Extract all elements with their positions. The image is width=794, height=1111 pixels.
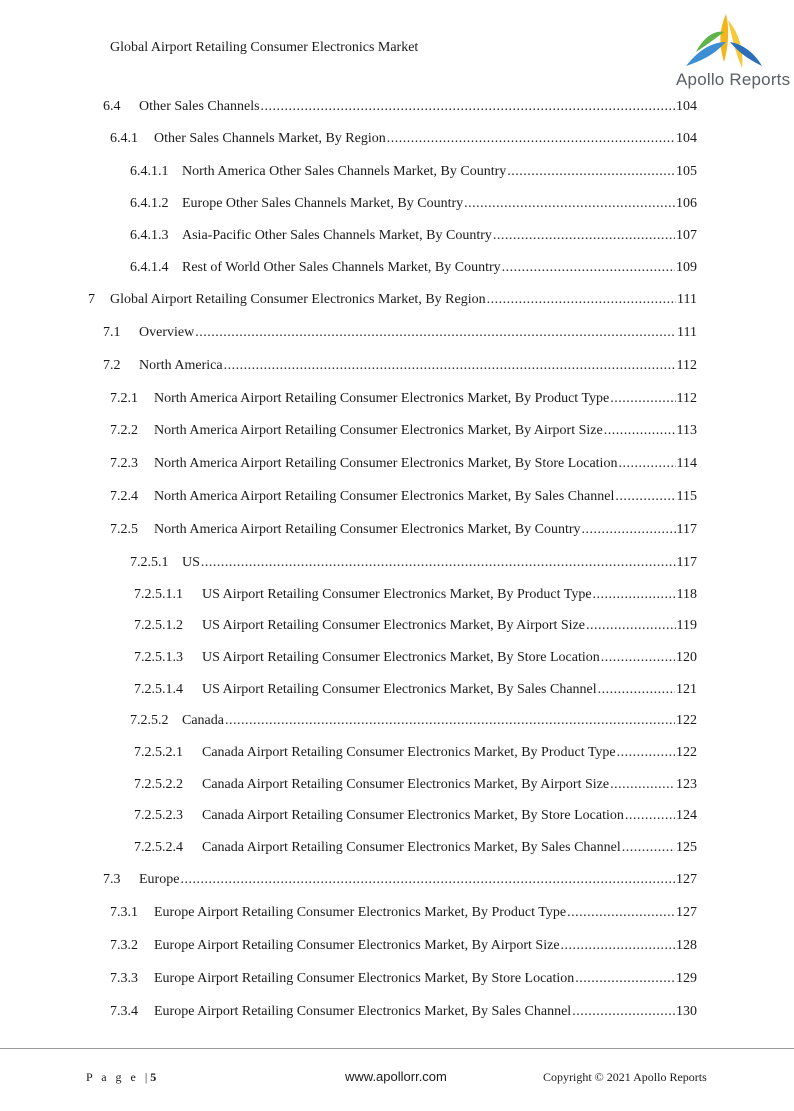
toc-entry-page: 129 — [676, 971, 697, 986]
toc-entry-title: Other Sales Channels Market, By Region — [154, 131, 386, 146]
toc-leader-dots — [561, 938, 675, 954]
toc-entry-title: North America — [139, 358, 223, 373]
toc-leader-dots — [201, 555, 676, 571]
toc-entry-number: 7.2.5.1.4 — [134, 682, 183, 697]
toc-entry-title: US Airport Retailing Consumer Electronics Market, By Store Location — [202, 650, 600, 665]
toc-entry-number: 7.2.1 — [110, 391, 138, 406]
toc-entry[interactable] — [130, 555, 697, 575]
toc-leader-dots — [618, 456, 675, 472]
toc-entry-page: 104 — [676, 99, 697, 114]
toc-entry-number: 7.3.2 — [110, 938, 138, 953]
toc-leader-dots — [582, 522, 676, 538]
toc-entry-number: 6.4.1.4 — [130, 260, 169, 275]
toc-entry[interactable] — [130, 260, 697, 280]
toc-entry-number: 7.2.5.2.3 — [134, 808, 183, 823]
toc-entry-title: Canada — [182, 713, 224, 728]
toc-entry-title: Europe Other Sales Channels Market, By Country — [182, 196, 464, 211]
footer-divider — [0, 1048, 794, 1049]
toc-entry[interactable] — [110, 938, 697, 958]
toc-entry-title: US — [182, 555, 200, 570]
toc-leader-dots — [180, 872, 675, 888]
toc-entry-title: Canada Airport Retailing Consumer Electronics Market, By Airport Size — [202, 777, 610, 792]
toc-entry-title: Europe Airport Retailing Consumer Electronics Market, By Airport Size — [154, 938, 560, 953]
toc-entry[interactable] — [88, 292, 697, 312]
toc-entry-number: 7.2.5.2.4 — [134, 840, 183, 855]
toc-entry-page: 115 — [676, 489, 697, 504]
toc-leader-dots — [601, 650, 675, 666]
toc-leader-dots — [572, 1004, 675, 1020]
toc-entry[interactable] — [110, 971, 697, 991]
toc-entry-page: 113 — [676, 423, 697, 438]
toc-entry[interactable] — [130, 228, 697, 248]
toc-leader-dots — [195, 325, 676, 341]
toc-entry[interactable] — [130, 164, 697, 184]
toc-entry-page: 104 — [676, 131, 697, 146]
toc-leader-dots — [487, 292, 676, 308]
toc-entry-number: 7.2.5.2 — [130, 713, 169, 728]
toc-leader-dots — [625, 808, 675, 824]
toc-entry[interactable] — [110, 456, 697, 476]
toc-entry-page: 114 — [676, 456, 697, 471]
toc-entry-title: Europe Airport Retailing Consumer Electronics Market, By Sales Channel — [154, 1004, 572, 1019]
toc-entry-page: 111 — [677, 292, 697, 307]
toc-entry-number: 7.1 — [103, 325, 121, 340]
toc-entry-page: 119 — [676, 618, 697, 633]
toc-leader-dots — [586, 618, 676, 634]
toc-entry-page: 105 — [676, 164, 697, 179]
toc-leader-dots — [598, 682, 675, 698]
toc-entry-page: 117 — [676, 555, 697, 570]
toc-leader-dots — [567, 905, 675, 921]
toc-entry-number: 7.2.5 — [110, 522, 138, 537]
toc-entry-page: 123 — [676, 777, 697, 792]
toc-entry-title: North America Other Sales Channels Market, By Country — [182, 164, 507, 179]
toc-entry[interactable] — [134, 745, 697, 765]
toc-entry-number: 7.2.2 — [110, 423, 138, 438]
toc-entry-page: 111 — [677, 325, 697, 340]
toc-entry-title: Canada Airport Retailing Consumer Electronics Market, By Store Location — [202, 808, 624, 823]
toc-entry-title: US Airport Retailing Consumer Electronics Market, By Airport Size — [202, 618, 585, 633]
toc-leader-dots — [387, 131, 675, 147]
toc-entry-number: 7.2.5.1 — [130, 555, 169, 570]
toc-leader-dots — [617, 745, 675, 761]
toc-entry-title: Rest of World Other Sales Channels Market, By Country — [182, 260, 501, 275]
toc-entry-number: 7.2 — [103, 358, 121, 373]
toc-entry-number: 7.3.3 — [110, 971, 138, 986]
toc-leader-dots — [604, 423, 676, 439]
toc-entry-title: North America Airport Retailing Consumer Electronics Market, By Product Type — [154, 391, 610, 406]
toc-entry[interactable] — [134, 650, 697, 670]
toc-entry-title: North America Airport Retailing Consumer Electronics Market, By Store Location — [154, 456, 618, 471]
toc-entry-page: 130 — [676, 1004, 697, 1019]
toc-entry-number: 7.2.5.1.3 — [134, 650, 183, 665]
toc-leader-dots — [464, 196, 675, 212]
toc-entry-title: North America Airport Retailing Consumer Electronics Market, By Sales Channel — [154, 489, 615, 504]
logo-text: Apollo Reports — [676, 70, 791, 89]
toc-entry-number: 6.4.1 — [110, 131, 138, 146]
toc-entry-page: 124 — [676, 808, 697, 823]
toc-entry-page: 112 — [676, 358, 697, 373]
toc-leader-dots — [622, 840, 675, 856]
toc-entry[interactable] — [110, 423, 697, 443]
toc-entry[interactable] — [130, 713, 697, 733]
toc-entry-number: 7.2.4 — [110, 489, 138, 504]
toc-entry-number: 7.2.3 — [110, 456, 138, 471]
document-title: Global Airport Retailing Consumer Electronics Market — [110, 40, 419, 55]
toc-leader-dots — [610, 777, 675, 793]
toc-entry[interactable] — [134, 618, 697, 638]
toc-entry[interactable] — [110, 489, 697, 509]
toc-leader-dots — [507, 164, 675, 180]
toc-entry[interactable] — [110, 905, 697, 925]
toc-leader-dots — [615, 489, 675, 505]
toc-entry[interactable] — [130, 196, 697, 216]
toc-entry-page: 107 — [676, 228, 697, 243]
toc-entry-page: 112 — [676, 391, 697, 406]
toc-entry[interactable] — [103, 872, 697, 892]
toc-entry-title: Canada Airport Retailing Consumer Electronics Market, By Sales Channel — [202, 840, 621, 855]
toc-entry-title: Europe Airport Retailing Consumer Electronics Market, By Store Location — [154, 971, 575, 986]
toc-entry-number: 7.3.1 — [110, 905, 138, 920]
toc-entry[interactable] — [134, 808, 697, 828]
toc-entry-title: Europe — [139, 872, 180, 887]
toc-entry-page: 127 — [676, 872, 697, 887]
page-label: P a g e | — [86, 1070, 151, 1084]
toc-entry[interactable] — [110, 131, 697, 151]
apollo-reports-logo — [676, 12, 791, 92]
toc-entry-page: 120 — [676, 650, 697, 665]
toc-entry-number: 7.2.5.1.1 — [134, 587, 183, 602]
toc-entry-title: Europe Airport Retailing Consumer Electronics Market, By Product Type — [154, 905, 567, 920]
toc-entry-page: 128 — [676, 938, 697, 953]
toc-entry-page: 125 — [676, 840, 697, 855]
toc-entry[interactable] — [103, 99, 697, 119]
toc-leader-dots — [502, 260, 675, 276]
toc-entry-title: North America Airport Retailing Consumer Electronics Market, By Airport Size — [154, 423, 603, 438]
toc-entry-title: Canada Airport Retailing Consumer Electronics Market, By Product Type — [202, 745, 616, 760]
toc-entry-page: 122 — [676, 745, 697, 760]
toc-entry[interactable] — [134, 587, 697, 607]
toc-entry-page: 121 — [676, 682, 697, 697]
toc-entry-page: 117 — [676, 522, 697, 537]
toc-entry-number: 7.3 — [103, 872, 121, 887]
toc-entry-page: 122 — [676, 713, 697, 728]
logo-mark-icon — [682, 12, 766, 72]
toc-entry-title: Asia-Pacific Other Sales Channels Market, By Country — [182, 228, 492, 243]
toc-leader-dots — [225, 713, 675, 729]
toc-entry-title: North America Airport Retailing Consumer Electronics Market, By Country — [154, 522, 581, 537]
toc-entry-page: 109 — [676, 260, 697, 275]
toc-entry-number: 7.2.5.2.2 — [134, 777, 183, 792]
footer-page-indicator — [86, 1070, 156, 1085]
toc-leader-dots — [593, 587, 676, 603]
toc-entry-page: 118 — [676, 587, 697, 602]
toc-leader-dots — [261, 99, 675, 115]
toc-entry-number: 7 — [88, 292, 95, 307]
toc-entry[interactable] — [103, 325, 697, 345]
toc-entry-number: 6.4.1.1 — [130, 164, 169, 179]
toc-entry-title: US Airport Retailing Consumer Electronics Market, By Sales Channel — [202, 682, 597, 697]
toc-entry[interactable] — [110, 1004, 697, 1024]
toc-entry-title: US Airport Retailing Consumer Electronics Market, By Product Type — [202, 587, 592, 602]
toc-entry[interactable] — [110, 391, 697, 411]
footer-website-link[interactable]: www.apollorr.com — [345, 1069, 447, 1084]
toc-leader-dots — [575, 971, 675, 987]
toc-entry-page: 127 — [676, 905, 697, 920]
toc-entry-title: Overview — [139, 325, 195, 340]
toc-entry[interactable] — [103, 358, 697, 378]
toc-leader-dots — [610, 391, 675, 407]
toc-entry-number: 6.4.1.2 — [130, 196, 169, 211]
toc-entry[interactable] — [134, 777, 697, 797]
toc-entry[interactable] — [134, 682, 697, 702]
toc-leader-dots — [224, 358, 676, 374]
toc-entry-page: 106 — [676, 196, 697, 211]
toc-leader-dots — [493, 228, 675, 244]
toc-entry-number: 6.4.1.3 — [130, 228, 169, 243]
toc-entry[interactable] — [110, 522, 697, 542]
toc-entry-number: 7.2.5.1.2 — [134, 618, 183, 633]
toc-entry-title: Other Sales Channels — [139, 99, 260, 114]
footer-copyright: Copyright © 2021 Apollo Reports — [543, 1070, 707, 1084]
toc-entry-number: 7.3.4 — [110, 1004, 138, 1019]
toc-entry-number: 6.4 — [103, 99, 121, 114]
toc-entry[interactable] — [134, 840, 697, 860]
page-number: 5 — [150, 1070, 157, 1084]
toc-entry-number: 7.2.5.2.1 — [134, 745, 183, 760]
toc-entry-title: Global Airport Retailing Consumer Electronics Market, By Region — [110, 292, 486, 307]
